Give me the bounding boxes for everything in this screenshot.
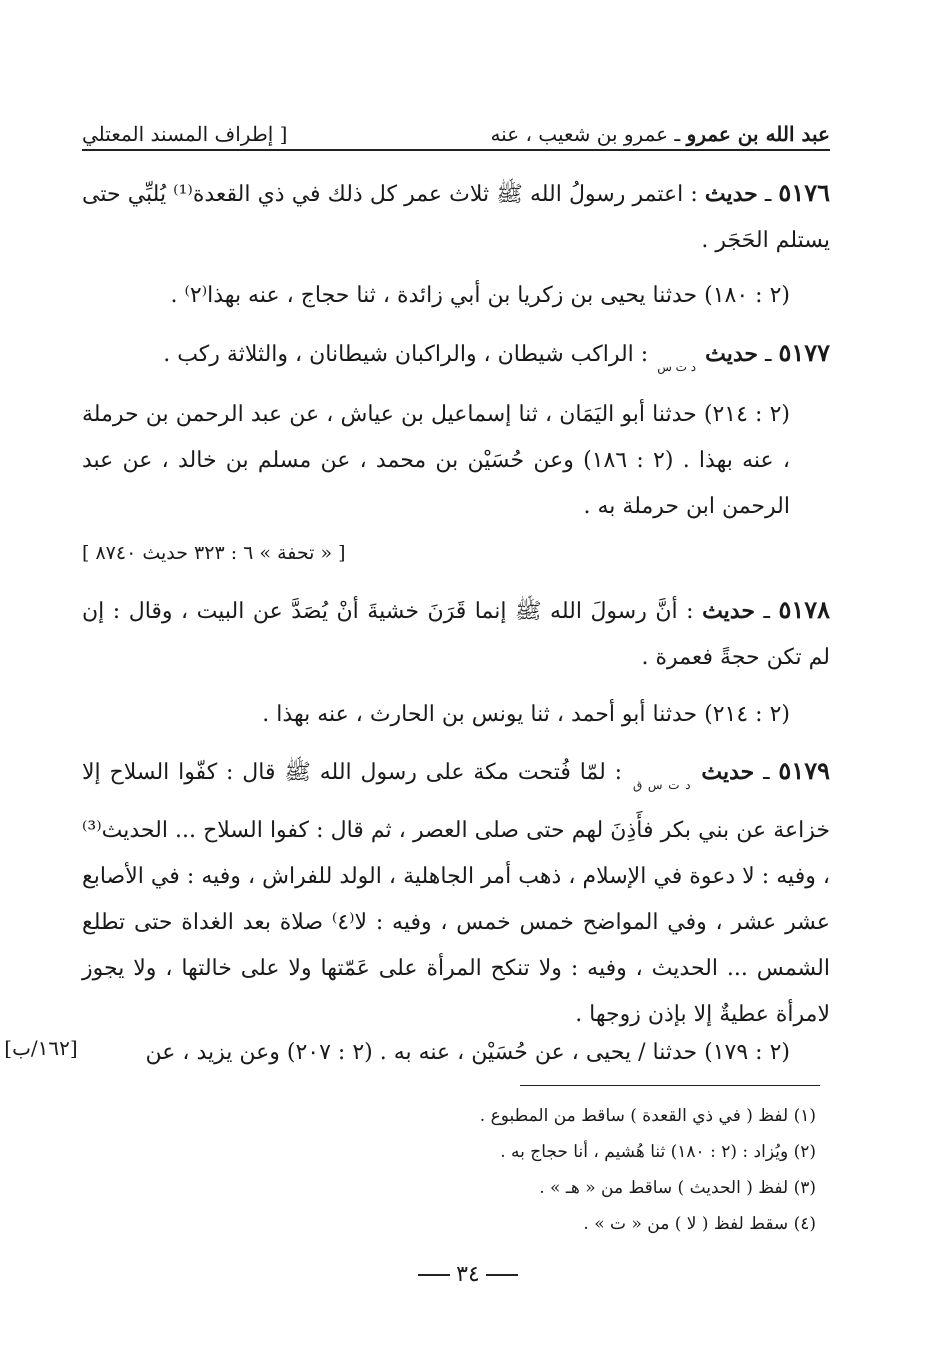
isnad-chain: (٢ : ٢١٤) حدثنا أبو اليَمَان ، ثنا إسماعيل بن عياش ، عن عبد الرحمن بن حرملة ، عنه بهذا . (٢ : ١٨٦) وعن حُسَيْن بن محمد ، عن مسلم بن خالد ، عن عبد الرحمن ابن حرملة به .: [82, 402, 790, 519]
hadith-number: ٥١٧٧: [778, 338, 830, 367]
hadith-text: : الراكب شيطان ، والراكبان شيطانان ، والثلاثة ركب .: [163, 342, 649, 367]
hadith-number: ٥١٧٨: [778, 595, 830, 624]
hadith-keyword: حديث: [705, 341, 758, 367]
tuhfa-reference: [ « تحفة » ٦ : ٣٢٣ حديث ٨٧٤٠ ]: [82, 542, 346, 564]
manuscript-folio-marker: [١٦٢/ب]: [4, 1036, 78, 1060]
hadith-entry: ٥١٧٦ ـ حديث : اعتمر رسولُ الله ﷺ ثلاث عمر كل ذلك في ذي القعدة⁽¹⁾ يُلبِّي حتى يستلم الحَجَر .: [82, 178, 830, 253]
hadith-entry: ٥١٧٨ ـ حديث : أنَّ رسولَ الله ﷺ إنما قَرَنَ خشيةَ أنْ يُصَدَّ عن البيت ، وقال : إن لم تكن حجةً فعمرة .: [82, 595, 830, 670]
hadith-entry: ٥١٧٩ ـ حديث $_{د ت س ق}$ : لمّا فُتحت مكة على رسول الله ﷺ قال : كفّوا السلاح إلا خزاعة عن بني بكر فأَذِنَ لهم حتى صلى العصر ، ثم قال : كفوا السلاح ... الحديث⁽³⁾ ، وفيه : لا دعوة في الإسلام ، ذهب أمر الجاهلية ، الولد للفراش ، وفيه : في الأصابع عشر عشر ، وفي المواضح خمس خمس ، وفيه : لا⁽٤⁾ صلاة بعد الغداة حتى تطلع الشمس ... الحديث ، وفيه : ولا تنكح المرأة على عَمّتها ولا على خالتها ، ولا يجوز لامرأة عطيةٌ إلا بإذن زوجها .: [82, 756, 830, 1027]
header-chapter: [490, 122, 830, 146]
hadith-keyword: حديث: [704, 181, 758, 207]
footnotes: [82, 1098, 830, 1242]
header-chain: ـ عمرو بن شعيب ، عنه: [490, 122, 681, 146]
isnad-chain: (٢ : ٢١٤) حدثنا أبو أحمد ، ثنا يونس بن الحارث ، عنه بهذا .: [262, 702, 790, 727]
page-number-dash: [486, 1274, 518, 1276]
header-book-title: [ إطراف المسند المعتلي: [82, 122, 288, 146]
footnote: (٢) ويُزاد : (٢ : ١٨٠) ثنا هُشيم ، أنا حجاج به .: [500, 1142, 816, 1162]
hadith-keyword: حديث: [701, 759, 755, 785]
footnote: (٣) لفظ ( الحديث ) ساقط من « هـ » .: [539, 1178, 816, 1198]
page-number-dash: [418, 1274, 450, 1276]
hadith-text: : اعتمر رسولُ الله ﷺ ثلاث عمر كل ذلك في ذي القعدة⁽¹⁾ يُلبِّي حتى يستلم الحَجَر .: [82, 182, 830, 253]
footnote-divider: [520, 1085, 820, 1086]
hadith-keyword: حديث: [702, 598, 755, 624]
running-header: [82, 110, 830, 146]
page-number-value: ٣٤: [456, 1262, 480, 1287]
footnote: (١) لفظ ( في ذي القعدة ) ساقط من المطبوع .: [479, 1106, 816, 1126]
header-narrator: عبد الله بن عمرو: [686, 122, 830, 146]
footnote: (٤) سقط لفظ ( لا ) من « ت » .: [583, 1214, 816, 1234]
header-divider: [82, 149, 830, 151]
hadith-number: ٥١٧٦: [778, 178, 830, 207]
hadith-entry: ٥١٧٧ ـ حديث $_{د ت س}$ : الراكب شيطان ، والراكبان شيطانان ، والثلاثة ركب .: [163, 338, 830, 374]
isnad-chain: (٢ : ١٧٩) حدثنا / يحيى ، عن حُسَيْن ، عنه به . (٢ : ٢٠٧) وعن يزيد ، عن: [145, 1040, 790, 1065]
isnad-chain: (٢ : ١٨٠) حدثنا يحيى بن زكريا بن أبي زائدة ، ثنا حجاج ، عنه بهذا⁽٢⁾ .: [170, 283, 790, 308]
page-number: [0, 1262, 936, 1287]
sigla: د ت س: [657, 360, 697, 374]
sigla: د ت س ق: [632, 778, 691, 792]
hadith-text: : لمّا فُتحت مكة على رسول الله ﷺ قال : كفّوا السلاح إلا خزاعة عن بني بكر فأَذِنَ لهم حتى صلى العصر ، ثم قال : كفوا السلاح ... الحديث⁽³⁾ ، وفيه : لا دعوة في الإسلام ، ذهب أمر الجاهلية ، الولد للفراش ، وفيه : في الأصابع عشر عشر ، وفي المواضح خمس خمس ، وفيه : لا⁽٤⁾ صلاة بعد الغداة حتى تطلع الشمس ... الحديث ، وفيه : ولا تنكح المرأة على عَمّتها ولا على خالتها ، ولا يجوز لامرأة عطيةٌ إلا بإذن زوجها .: [82, 760, 830, 1027]
hadith-text: : أنَّ رسولَ الله ﷺ إنما قَرَنَ خشيةَ أنْ يُصَدَّ عن البيت ، وقال : إن لم تكن حجةً فعمرة .: [82, 599, 830, 670]
hadith-number: ٥١٧٩: [778, 756, 830, 785]
